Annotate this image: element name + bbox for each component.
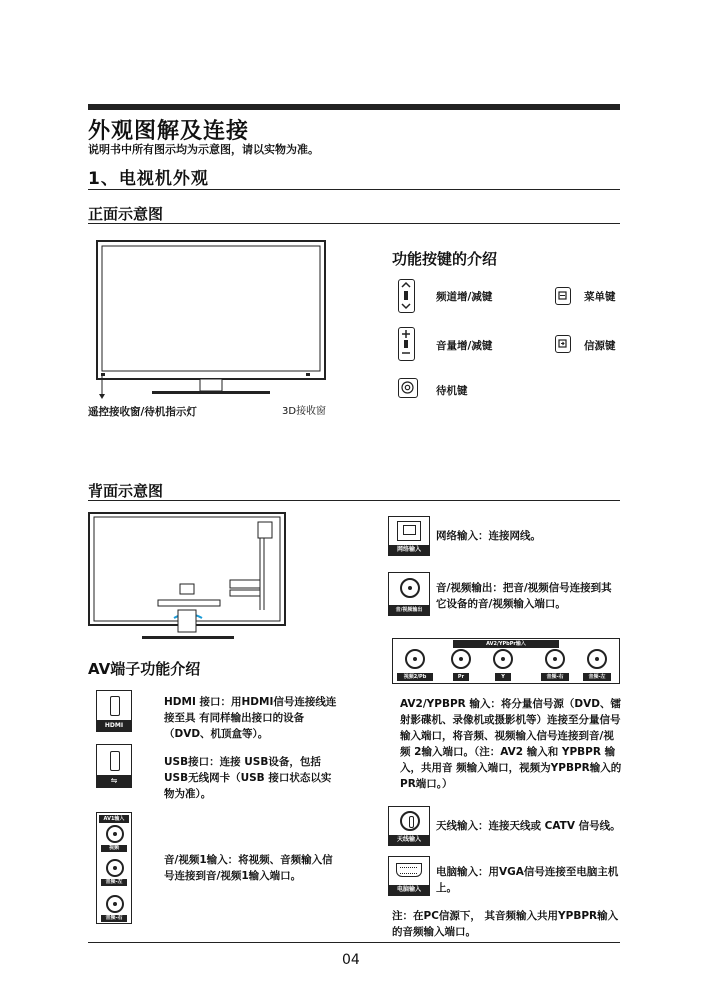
antenna-description: 天线输入：连接天线或 CATV 信号线。 (436, 820, 621, 832)
av1-audio-left-jack-icon (106, 859, 124, 877)
page-subtitle: 说明书中所有图示均为示意图，请以实物为准。 (88, 143, 319, 156)
key-label-volume: 音量增/减键 (436, 340, 493, 352)
front-heading: 正面示意图 (88, 205, 164, 223)
section-rule (88, 189, 620, 190)
key-label-menu: 菜单键 (584, 291, 616, 303)
page-title: 外观图解及连接 (88, 119, 250, 144)
av2-caption-y: Y (495, 673, 511, 681)
antenna-port-icon (388, 806, 430, 846)
back-heading: 背面示意图 (88, 482, 164, 500)
av2-audio-left-jack-icon (587, 649, 607, 669)
network-description: 网络输入：连接网线。 (436, 530, 541, 542)
av1-audio-right-jack-icon (106, 895, 124, 913)
top-rule (88, 104, 620, 110)
tv-back-illustration (88, 512, 288, 644)
av2-video-pb-jack-icon (405, 649, 425, 669)
front-rule (88, 223, 620, 224)
antenna-caption: 天线输入 (389, 835, 429, 845)
av2-audio-right-jack-icon (545, 649, 565, 669)
av2-ypbpr-description: AV2/YPBPR 输入：将分量信号源（DVD、镭射影碟机、录像机或摄影机等）连接至分量信号输入端口，将音频、视频输入信号连接到音/视频 2输入端口。（注：AV2 输入和 YPBPR 输入，共用音 频输入端口，视频为YPBPR输入的PR端口。） (400, 698, 622, 790)
channel-key-icon (398, 279, 415, 313)
front-label-3d: 3D接收窗 (282, 406, 327, 417)
front-label-remote: 遥控接收窗/待机指示灯 (88, 406, 197, 418)
hdmi-port-icon (96, 690, 132, 732)
pc-description: 电脑输入：用VGA信号连接至电脑主机上。 (436, 866, 619, 894)
av1-input-title: AV1输入 (99, 815, 129, 823)
menu-key-icon (555, 287, 571, 305)
footer-rule (88, 942, 620, 943)
page-number: 04 (342, 952, 360, 968)
av2-caption-pr: Pr (453, 673, 469, 681)
power-key-icon (398, 378, 418, 398)
av1-audio-left-caption: 音频-左 (101, 879, 127, 886)
key-label-power: 待机键 (436, 385, 468, 397)
usb-description: USB接口：连接 USB设备，包括 USB无线网卡（USB 接口状态以实物为准）。 (164, 756, 332, 800)
usb-symbol-icon: ⇋ (97, 775, 131, 787)
source-key-icon (555, 335, 571, 353)
hdmi-description: HDMI 接口：用HDMI信号连接线连接至具 有同样输出接口的设备（DVD、机顶盒等）。 (164, 696, 337, 740)
av1-video-jack-icon (106, 825, 124, 843)
hdmi-port-caption: HDMI (97, 720, 131, 731)
av-heading: AV端子功能介绍 (88, 660, 201, 678)
av2-ypbpr-title: AV2/YPbPr输入 (453, 640, 559, 648)
key-label-source: 信源键 (584, 340, 616, 352)
network-port-icon (388, 516, 430, 556)
av2-pr-jack-icon (451, 649, 471, 669)
av-output-description: 音/视频输出：把音/视频信号连接到其它设备的音/视频输入端口。 (436, 582, 612, 610)
section-title: 1、电视机外观 (88, 169, 209, 189)
av2-caption-audio-right: 音频-右 (541, 673, 569, 681)
av1-description: 音/视频1输入：将视频、音频输入信号连接到音/视频1输入端口。 (164, 854, 333, 882)
av-output-caption: 音/视频输出 (389, 605, 429, 615)
key-label-channel: 频道增/减键 (436, 291, 493, 303)
av2-ypbpr-panel (392, 638, 620, 684)
usb-port-icon (96, 744, 132, 788)
pc-caption: 电脑输入 (389, 885, 429, 895)
pc-port-icon (388, 856, 430, 896)
pc-audio-note: 注：在PC信源下， 其音频输入共用YPBPR输入的音频输入端口。 (392, 910, 619, 938)
av2-caption-video-pb: 视频2/Pb (397, 673, 433, 681)
network-port-caption: 网络输入 (389, 545, 429, 555)
volume-key-icon (398, 327, 415, 361)
av1-video-caption: 视频 (101, 845, 127, 852)
keys-heading: 功能按键的介绍 (392, 250, 498, 268)
av1-input-panel (96, 812, 132, 924)
av-output-port-icon (388, 572, 430, 616)
av2-caption-audio-left: 音频-左 (583, 673, 611, 681)
tv-front-illustration (96, 240, 328, 400)
av2-y-jack-icon (493, 649, 513, 669)
av1-audio-right-caption: 音频-右 (101, 915, 127, 922)
back-rule (88, 500, 620, 501)
